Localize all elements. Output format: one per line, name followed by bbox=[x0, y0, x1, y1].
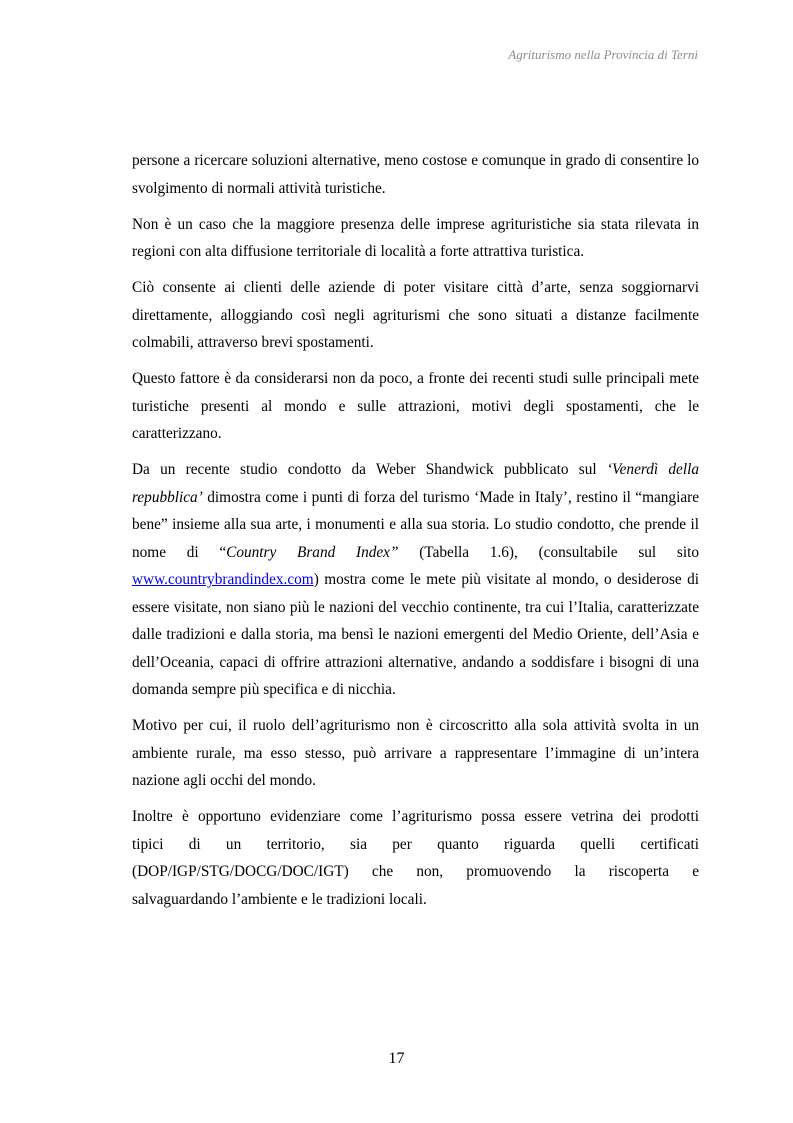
paragraph-5-text-4: ) mostra come le mete più visitate al mondo, o desiderose di essere visitate, non siano più le nazioni del vecchio continente, tra cui l’Italia, caratterizzate dalle tradizioni e dalla storia, ma bensì le nazioni emergenti del Medio Oriente, dell’Asia e dell’Oceania, capaci di offrire attrazioni alternative, andando a soddisfare i bisogni di una domanda sempre più specifica e di nicchia. bbox=[132, 571, 699, 698]
paragraph-7-line-3: (DOP/IGP/STG/DOCG/DOC/IGT) che non, promuovendo la riscoperta e bbox=[132, 863, 699, 880]
paragraph-7 bbox=[132, 803, 699, 913]
study-name: Country Brand Index” bbox=[226, 543, 399, 561]
paragraph-5-text-1: Da un recente studio condotto da Weber Shandwick pubblicato sul bbox=[132, 461, 607, 478]
paragraph-5-text-2: dimostra come i punti di forza del turismo ‘Made in Italy’, restino il “mangiare bene” insieme alla sua arte, i monumenti e alla sua storia. Lo studio condotto, che prende il nome di “ bbox=[132, 488, 699, 561]
paragraph-7-line-1: Inoltre è opportuno evidenziare come l’agriturismo possa essere vetrina dei prodotti bbox=[132, 808, 699, 825]
running-header: Agriturismo nella Provincia di Terni bbox=[508, 47, 698, 62]
paragraph-1: persone a ricercare soluzioni alternative, meno costose e comunque in grado di consentire lo svolgimento di normali attività turistiche. bbox=[132, 152, 699, 197]
paragraph-5 bbox=[132, 456, 699, 704]
paragraph-4: Questo fattore è da considerarsi non da poco, a fronte dei recenti studi sulle principali mete turistiche presenti al mondo e sulle attrazioni, motivi degli spostamenti, che le caratterizzano. bbox=[132, 370, 699, 442]
paragraph-7-line-2: tipici di un territorio, sia per quanto riguarda quelli certificati bbox=[132, 835, 699, 853]
paragraph-3: Ciò consente ai clienti delle aziende di poter visitare città d’arte, senza soggiornarvi direttamente, alloggiando così negli agriturismi che sono situati a distanze facilmente colmabili, attraverso brevi spostamenti. bbox=[132, 279, 699, 351]
paragraph-5-text-3: (Tabella 1.6), (consultabile sul sito bbox=[398, 543, 699, 561]
document-body bbox=[132, 147, 699, 913]
page-number: 17 bbox=[388, 1050, 405, 1067]
paragraph-7-line-4: salvaguardando l’ambiente e le tradizioni locali. bbox=[132, 890, 427, 908]
country-brand-index-link[interactable]: www.countrybrandindex.com bbox=[132, 571, 314, 588]
paragraph-6: Motivo per cui, il ruolo dell’agriturismo non è circoscritto alla sola attività svolta in un ambiente rurale, ma esso stesso, può arrivare a rappresentare l’immagine di un’intera nazione agli occhi del mondo. bbox=[132, 717, 699, 789]
paragraph-2: Non è un caso che la maggiore presenza delle imprese agrituristiche sia stata rilevata in regioni con alta diffusione territoriale di località a forte attrattiva turistica. bbox=[132, 215, 699, 260]
publication-title: ‘Venerdì della repubblica’ bbox=[132, 461, 699, 506]
